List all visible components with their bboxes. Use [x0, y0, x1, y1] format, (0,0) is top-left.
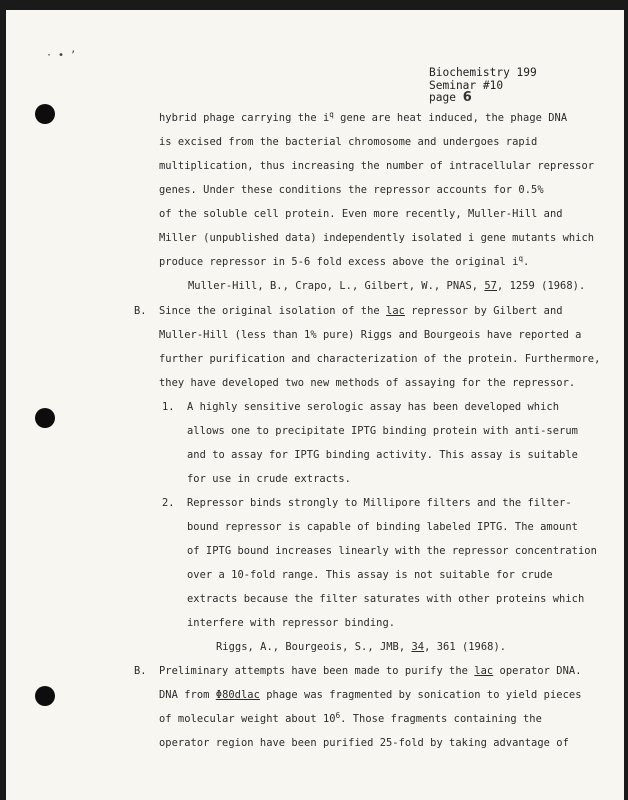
list-item-line: and to assay for IPTG binding activity. This assay is suitable [187, 449, 578, 461]
text-line: produce repressor in 5-6 fold excess above the original $i^q$. [159, 254, 530, 268]
page-indicator [429, 92, 537, 105]
punch-hole [35, 686, 55, 706]
text-line: Miller (unpublished data) independently isolated i gene mutants which [159, 232, 595, 244]
punch-hole [35, 408, 55, 428]
text-line: of molecular weight about $10^6$. Those fragments containing the [159, 711, 542, 725]
text-line: Muller-Hill (less than 1% pure) Riggs and Bourgeois have reported a [159, 329, 582, 341]
page-label: page [429, 91, 456, 104]
text-line: multiplication, thus increasing the number of intracellular repressor [159, 160, 595, 172]
text-line: Preliminary attempts have been made to purify the lac operator DNA. [159, 665, 582, 677]
list-item-line: for use in crude extracts. [187, 473, 351, 485]
list-item-line: allows one to precipitate IPTG binding protein with anti-serum [187, 425, 578, 437]
text-line: operator region have been purified 25-fold by taking advantage of [159, 737, 569, 749]
list-item-line: A highly sensitive serologic assay has been developed which [187, 401, 560, 413]
citation: Muller-Hill, B., Crapo, L., Gilbert, W., PNAS, 57, 1259 (1968). [188, 280, 586, 292]
course-title: Biochemistry 199 [429, 66, 537, 79]
list-item-line: over a 10-fold range. This assay is not suitable for crude [187, 569, 553, 581]
list-item-line: extracts because the filter saturates with other proteins which [187, 593, 585, 605]
text-line: Since the original isolation of the lac repressor by Gilbert and [159, 305, 563, 317]
paper-specks: ·•’ [46, 50, 83, 61]
section-marker: B. [134, 305, 147, 317]
section-marker: B. [134, 665, 147, 677]
list-number: 2. [162, 497, 175, 509]
text-line: DNA from Φ80dlac phage was fragmented by sonication to yield pieces [159, 689, 582, 701]
list-item-line: interfere with repressor binding. [187, 617, 396, 629]
list-item-line: of IPTG bound increases linearly with the repressor concentration [187, 545, 597, 557]
citation: Riggs, A., Bourgeois, S., JMB, 34, 361 (1968). [216, 641, 507, 653]
text-line: further purification and characterization of the protein. Furthermore, [159, 353, 601, 365]
punch-hole [35, 104, 55, 124]
seminar-number: Seminar #10 [429, 78, 504, 92]
text-line: is excised from the bacterial chromosome and undergoes rapid [159, 136, 538, 148]
page-number: 6 [462, 90, 472, 105]
text-line: of the soluble cell protein. Even more recently, Muller-Hill and [159, 208, 563, 220]
list-number: 1. [162, 401, 175, 413]
text-line: hybrid phage carrying the $i^q$ gene are heat induced, the phage DNA [159, 110, 568, 124]
page-header [429, 67, 537, 105]
list-item-line: bound repressor is capable of binding labeled IPTG. The amount [187, 521, 578, 533]
text-line: genes. Under these conditions the repressor accounts for 0.5% [159, 184, 544, 196]
text-line: they have developed two new methods of assaying for the repressor. [159, 377, 576, 389]
document-page [6, 10, 624, 800]
list-item-line: Repressor binds strongly to Millipore filters and the filter- [187, 497, 572, 509]
